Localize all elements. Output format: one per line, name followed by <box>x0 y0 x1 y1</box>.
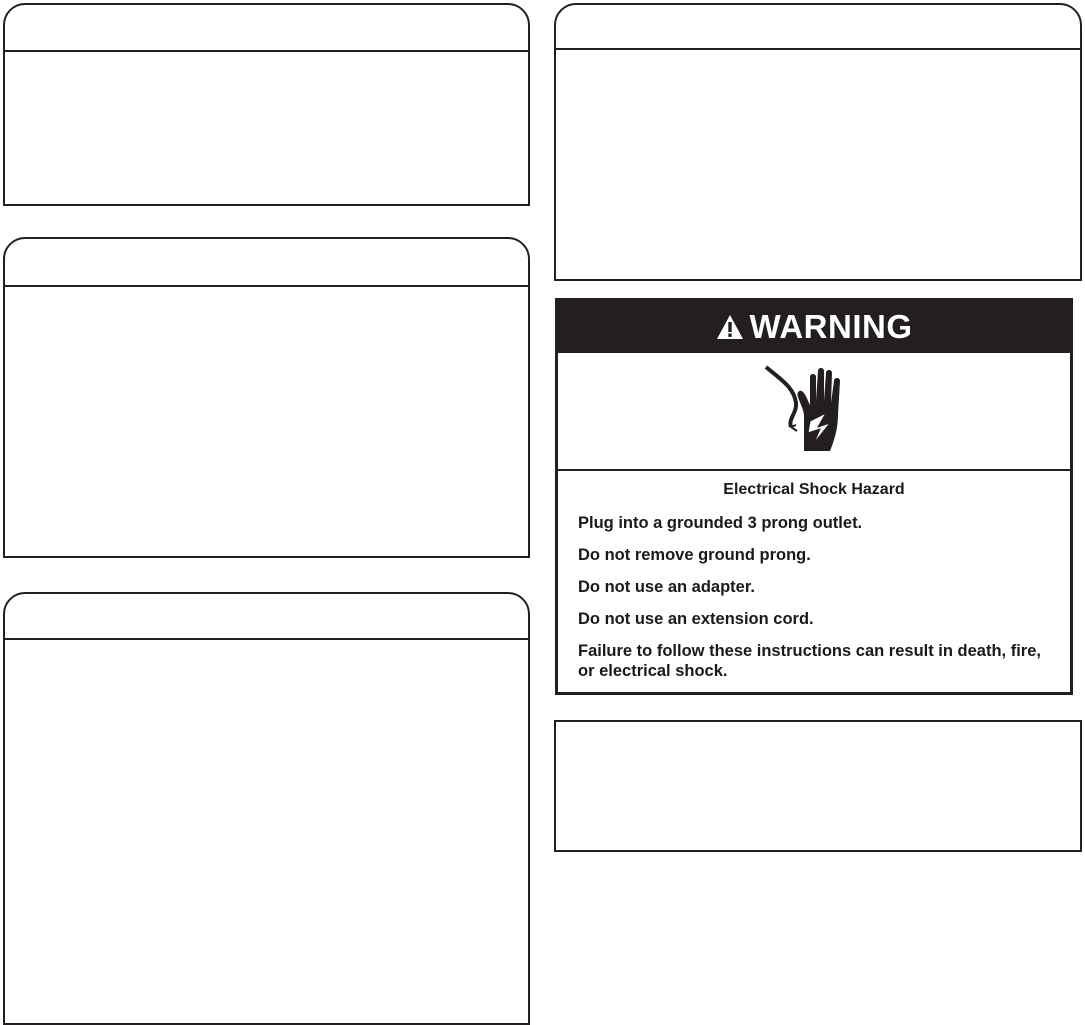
right-box-1 <box>554 3 1082 281</box>
left-box-3-header-line <box>5 638 528 640</box>
right-box-1-header-line <box>556 48 1080 50</box>
electrical-shock-hand-icon <box>760 363 860 459</box>
left-box-1-header-line <box>5 50 528 52</box>
instruction-line: Do not use an adapter. <box>578 578 755 596</box>
hazard-title: Electrical Shock Hazard <box>723 481 905 498</box>
instruction-line: Do not remove ground prong. <box>578 546 811 564</box>
left-box-2-header-line <box>5 285 528 287</box>
left-box-1 <box>3 3 530 206</box>
alert-triangle-icon <box>716 314 744 340</box>
instruction-line: Do not use an extension cord. <box>578 610 814 628</box>
warning-banner <box>558 301 1070 353</box>
left-box-3 <box>3 592 530 1025</box>
instruction-line: Failure to follow these instructions can result in death, fire, or electrical shock. <box>578 642 1041 680</box>
right-box-2 <box>554 720 1082 852</box>
warning-title: WARNING <box>749 308 913 345</box>
hazard-icon-panel <box>558 353 1070 471</box>
left-box-2 <box>3 237 530 558</box>
instruction-line: Plug into a grounded 3 prong outlet. <box>578 514 863 532</box>
electrical-shock-warning <box>555 298 1073 695</box>
